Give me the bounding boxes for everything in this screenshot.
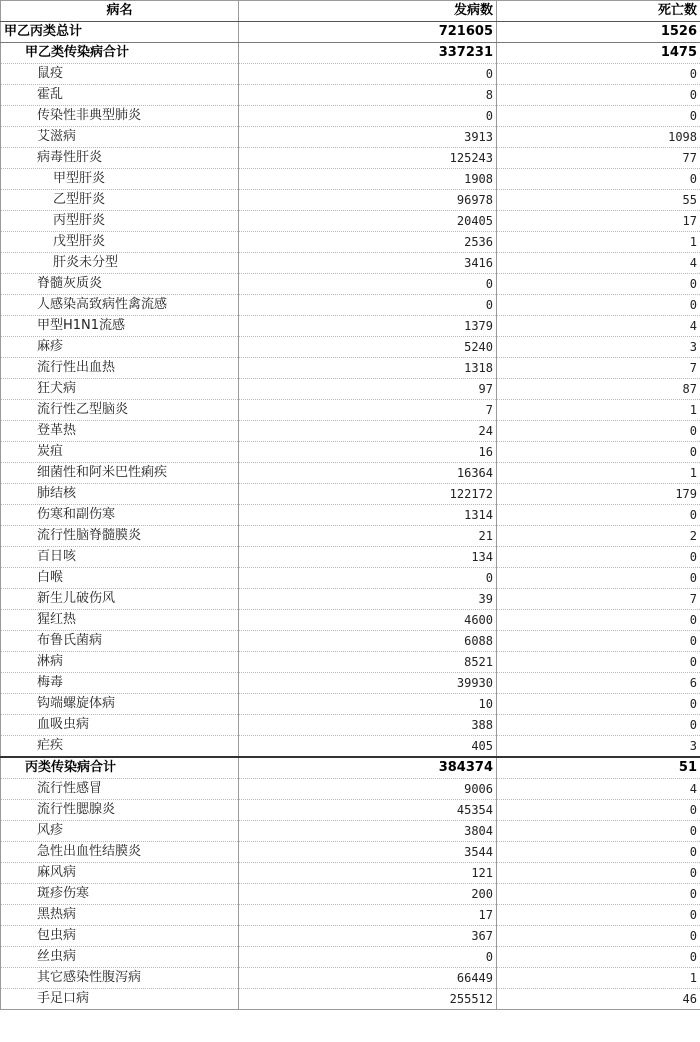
- deaths-cell[interactable]: 1526: [497, 22, 700, 43]
- table-row: [1, 694, 700, 715]
- cases-cell[interactable]: 388: [239, 715, 497, 736]
- deaths-cell[interactable]: 0: [497, 652, 700, 673]
- deaths-cell[interactable]: 51: [497, 757, 700, 779]
- disease-name-cell[interactable]: 脊髓灰质炎: [1, 274, 239, 295]
- table-row: [1, 463, 700, 484]
- disease-name-cell[interactable]: 乙型肝炎: [1, 190, 239, 211]
- disease-name-cell[interactable]: 流行性脑脊髓膜炎: [1, 526, 239, 547]
- disease-name-cell[interactable]: 丝虫病: [1, 947, 239, 968]
- header-row: [1, 1, 700, 22]
- cases-cell[interactable]: 255512: [239, 989, 497, 1010]
- disease-name-cell[interactable]: 百日咳: [1, 547, 239, 568]
- disease-name-cell[interactable]: 布鲁氏菌病: [1, 631, 239, 652]
- cases-cell[interactable]: 39: [239, 589, 497, 610]
- cases-cell[interactable]: 24: [239, 421, 497, 442]
- cases-cell[interactable]: 39930: [239, 673, 497, 694]
- disease-name-cell[interactable]: 斑疹伤寒: [1, 884, 239, 905]
- table-row: [1, 673, 700, 694]
- table-row: [1, 379, 700, 400]
- disease-name-cell[interactable]: 戊型肝炎: [1, 232, 239, 253]
- table-row: [1, 211, 700, 232]
- disease-name-cell[interactable]: 猩红热: [1, 610, 239, 631]
- table-row: [1, 547, 700, 568]
- cases-cell[interactable]: 17: [239, 905, 497, 926]
- disease-name-cell[interactable]: 肝炎未分型: [1, 253, 239, 274]
- disease-name-cell[interactable]: 丙类传染病合计: [1, 757, 239, 779]
- table-row: [1, 421, 700, 442]
- cases-cell[interactable]: 3913: [239, 127, 497, 148]
- table-row: [1, 148, 700, 169]
- disease-name-cell[interactable]: 甲型肝炎: [1, 169, 239, 190]
- table-row: [1, 106, 700, 127]
- table-row: [1, 295, 700, 316]
- table-row: [1, 442, 700, 463]
- disease-name-cell[interactable]: 甲乙丙类总计: [1, 22, 239, 43]
- deaths-cell[interactable]: 2: [497, 526, 700, 547]
- disease-name-cell[interactable]: 手足口病: [1, 989, 239, 1010]
- deaths-cell[interactable]: 7: [497, 589, 700, 610]
- cases-cell[interactable]: 0: [239, 568, 497, 589]
- deaths-cell[interactable]: 6: [497, 673, 700, 694]
- deaths-cell[interactable]: 4: [497, 253, 700, 274]
- cases-cell[interactable]: 5240: [239, 337, 497, 358]
- table-row: [1, 316, 700, 337]
- column-header-name[interactable]: 病名: [1, 1, 239, 22]
- disease-name-cell[interactable]: 流行性出血热: [1, 358, 239, 379]
- table-row: [1, 905, 700, 926]
- table-row: [1, 127, 700, 148]
- cases-cell[interactable]: 337231: [239, 43, 497, 64]
- cases-cell[interactable]: 3416: [239, 253, 497, 274]
- table-row: [1, 947, 700, 968]
- deaths-cell[interactable]: 1: [497, 463, 700, 484]
- deaths-cell[interactable]: 0: [497, 863, 700, 884]
- cases-cell[interactable]: 4600: [239, 610, 497, 631]
- cases-cell[interactable]: 0: [239, 274, 497, 295]
- cases-cell[interactable]: 8: [239, 85, 497, 106]
- disease-name-cell[interactable]: 狂犬病: [1, 379, 239, 400]
- disease-name-cell[interactable]: 白喉: [1, 568, 239, 589]
- disease-name-cell[interactable]: 鼠疫: [1, 64, 239, 85]
- cases-cell[interactable]: 200: [239, 884, 497, 905]
- column-header-cases[interactable]: 发病数: [239, 1, 497, 22]
- deaths-cell[interactable]: 4: [497, 779, 700, 800]
- cases-cell[interactable]: 122172: [239, 484, 497, 505]
- deaths-cell[interactable]: 0: [497, 821, 700, 842]
- deaths-cell[interactable]: 0: [497, 842, 700, 863]
- cases-cell[interactable]: 0: [239, 947, 497, 968]
- deaths-cell[interactable]: 0: [497, 442, 700, 463]
- cases-cell[interactable]: 121: [239, 863, 497, 884]
- table-row: [1, 610, 700, 631]
- deaths-cell[interactable]: 1: [497, 232, 700, 253]
- deaths-cell[interactable]: 0: [497, 926, 700, 947]
- table-row: [1, 652, 700, 673]
- deaths-cell[interactable]: 17: [497, 211, 700, 232]
- cases-cell[interactable]: 45354: [239, 800, 497, 821]
- deaths-cell[interactable]: 0: [497, 547, 700, 568]
- deaths-cell[interactable]: 3: [497, 736, 700, 758]
- cases-cell[interactable]: 16: [239, 442, 497, 463]
- cases-cell[interactable]: 3804: [239, 821, 497, 842]
- cases-cell[interactable]: 1379: [239, 316, 497, 337]
- deaths-cell[interactable]: 0: [497, 274, 700, 295]
- cases-cell[interactable]: 0: [239, 64, 497, 85]
- disease-name-cell[interactable]: 黑热病: [1, 905, 239, 926]
- cases-cell[interactable]: 8521: [239, 652, 497, 673]
- table-row: [1, 358, 700, 379]
- cases-cell[interactable]: 1318: [239, 358, 497, 379]
- cases-cell[interactable]: 1908: [239, 169, 497, 190]
- deaths-cell[interactable]: 0: [497, 694, 700, 715]
- table-row: [1, 589, 700, 610]
- disease-name-cell[interactable]: 包虫病: [1, 926, 239, 947]
- disease-name-cell[interactable]: 风疹: [1, 821, 239, 842]
- table-row: [1, 631, 700, 652]
- table-row: [1, 253, 700, 274]
- deaths-cell[interactable]: 0: [497, 905, 700, 926]
- cases-cell[interactable]: 16364: [239, 463, 497, 484]
- deaths-cell[interactable]: 3: [497, 337, 700, 358]
- deaths-cell[interactable]: 0: [497, 169, 700, 190]
- table-row: [1, 800, 700, 821]
- deaths-cell[interactable]: 0: [497, 106, 700, 127]
- table-row: [1, 526, 700, 547]
- deaths-cell[interactable]: 179: [497, 484, 700, 505]
- table-row: [1, 863, 700, 884]
- table-row: [1, 779, 700, 800]
- disease-name-cell[interactable]: 甲乙类传染病合计: [1, 43, 239, 64]
- column-header-deaths[interactable]: 死亡数: [497, 1, 700, 22]
- cases-cell[interactable]: 7: [239, 400, 497, 421]
- cases-cell[interactable]: 96978: [239, 190, 497, 211]
- table-row: [1, 757, 700, 779]
- table-row: [1, 821, 700, 842]
- cases-cell[interactable]: 9006: [239, 779, 497, 800]
- cases-cell[interactable]: 3544: [239, 842, 497, 863]
- cases-cell[interactable]: 66449: [239, 968, 497, 989]
- disease-name-cell[interactable]: 人感染高致病性禽流感: [1, 295, 239, 316]
- table-row: [1, 926, 700, 947]
- disease-name-cell[interactable]: 麻风病: [1, 863, 239, 884]
- deaths-cell[interactable]: 0: [497, 610, 700, 631]
- table-row: [1, 22, 700, 43]
- disease-name-cell[interactable]: 疟疾: [1, 736, 239, 758]
- disease-name-cell[interactable]: 传染性非典型肺炎: [1, 106, 239, 127]
- disease-name-cell[interactable]: 艾滋病: [1, 127, 239, 148]
- deaths-cell[interactable]: 46: [497, 989, 700, 1010]
- cases-cell[interactable]: 721605: [239, 22, 497, 43]
- deaths-cell[interactable]: 87: [497, 379, 700, 400]
- cases-cell[interactable]: 384374: [239, 757, 497, 779]
- cases-cell[interactable]: 21: [239, 526, 497, 547]
- table-row: [1, 484, 700, 505]
- disease-name-cell[interactable]: 甲型H1N1流感: [1, 316, 239, 337]
- table-row: [1, 968, 700, 989]
- disease-name-cell[interactable]: 丙型肝炎: [1, 211, 239, 232]
- deaths-cell[interactable]: 0: [497, 64, 700, 85]
- deaths-cell[interactable]: 55: [497, 190, 700, 211]
- cases-cell[interactable]: 97: [239, 379, 497, 400]
- disease-name-cell[interactable]: 其它感染性腹泻病: [1, 968, 239, 989]
- deaths-cell[interactable]: 1475: [497, 43, 700, 64]
- table-row: [1, 169, 700, 190]
- deaths-cell[interactable]: 0: [497, 505, 700, 526]
- table-row: [1, 736, 700, 758]
- deaths-cell[interactable]: 0: [497, 631, 700, 652]
- disease-name-cell[interactable]: 霍乱: [1, 85, 239, 106]
- cases-cell[interactable]: 367: [239, 926, 497, 947]
- deaths-cell[interactable]: 0: [497, 295, 700, 316]
- deaths-cell[interactable]: 4: [497, 316, 700, 337]
- disease-name-cell[interactable]: 炭疽: [1, 442, 239, 463]
- cases-cell[interactable]: 0: [239, 295, 497, 316]
- disease-name-cell[interactable]: 血吸虫病: [1, 715, 239, 736]
- table-row: [1, 274, 700, 295]
- table-row: [1, 190, 700, 211]
- disease-name-cell[interactable]: 流行性乙型脑炎: [1, 400, 239, 421]
- deaths-cell[interactable]: 0: [497, 568, 700, 589]
- table-row: [1, 884, 700, 905]
- deaths-cell[interactable]: 0: [497, 421, 700, 442]
- table-row: [1, 337, 700, 358]
- cases-cell[interactable]: 405: [239, 736, 497, 758]
- table-row: [1, 715, 700, 736]
- deaths-cell[interactable]: 0: [497, 85, 700, 106]
- deaths-cell[interactable]: 77: [497, 148, 700, 169]
- disease-name-cell[interactable]: 细菌性和阿米巴性痢疾: [1, 463, 239, 484]
- disease-name-cell[interactable]: 伤寒和副伤寒: [1, 505, 239, 526]
- table-body: [1, 22, 700, 1010]
- table-row: [1, 842, 700, 863]
- deaths-cell[interactable]: 0: [497, 715, 700, 736]
- deaths-cell[interactable]: 7: [497, 358, 700, 379]
- cases-cell[interactable]: 20405: [239, 211, 497, 232]
- disease-name-cell[interactable]: 钩端螺旋体病: [1, 694, 239, 715]
- disease-name-cell[interactable]: 登革热: [1, 421, 239, 442]
- table-row: [1, 85, 700, 106]
- disease-name-cell[interactable]: 病毒性肝炎: [1, 148, 239, 169]
- cases-cell[interactable]: 125243: [239, 148, 497, 169]
- disease-name-cell[interactable]: 流行性腮腺炎: [1, 800, 239, 821]
- table-row: [1, 64, 700, 85]
- cases-cell[interactable]: 0: [239, 106, 497, 127]
- table-row: [1, 232, 700, 253]
- cases-cell[interactable]: 6088: [239, 631, 497, 652]
- disease-name-cell[interactable]: 新生儿破伤风: [1, 589, 239, 610]
- disease-name-cell[interactable]: 麻疹: [1, 337, 239, 358]
- disease-name-cell[interactable]: 淋病: [1, 652, 239, 673]
- cases-cell[interactable]: 2536: [239, 232, 497, 253]
- cases-cell[interactable]: 134: [239, 547, 497, 568]
- disease-name-cell[interactable]: 流行性感冒: [1, 779, 239, 800]
- disease-name-cell[interactable]: 肺结核: [1, 484, 239, 505]
- deaths-cell[interactable]: 0: [497, 884, 700, 905]
- table-row: [1, 43, 700, 64]
- deaths-cell[interactable]: 0: [497, 800, 700, 821]
- disease-name-cell[interactable]: 梅毒: [1, 673, 239, 694]
- deaths-cell[interactable]: 1: [497, 400, 700, 421]
- table-row: [1, 400, 700, 421]
- deaths-cell[interactable]: 0: [497, 947, 700, 968]
- cases-cell[interactable]: 1314: [239, 505, 497, 526]
- disease-name-cell[interactable]: 急性出血性结膜炎: [1, 842, 239, 863]
- deaths-cell[interactable]: 1098: [497, 127, 700, 148]
- cases-cell[interactable]: 10: [239, 694, 497, 715]
- table-row: [1, 989, 700, 1010]
- deaths-cell[interactable]: 1: [497, 968, 700, 989]
- table-row: [1, 505, 700, 526]
- table-row: [1, 568, 700, 589]
